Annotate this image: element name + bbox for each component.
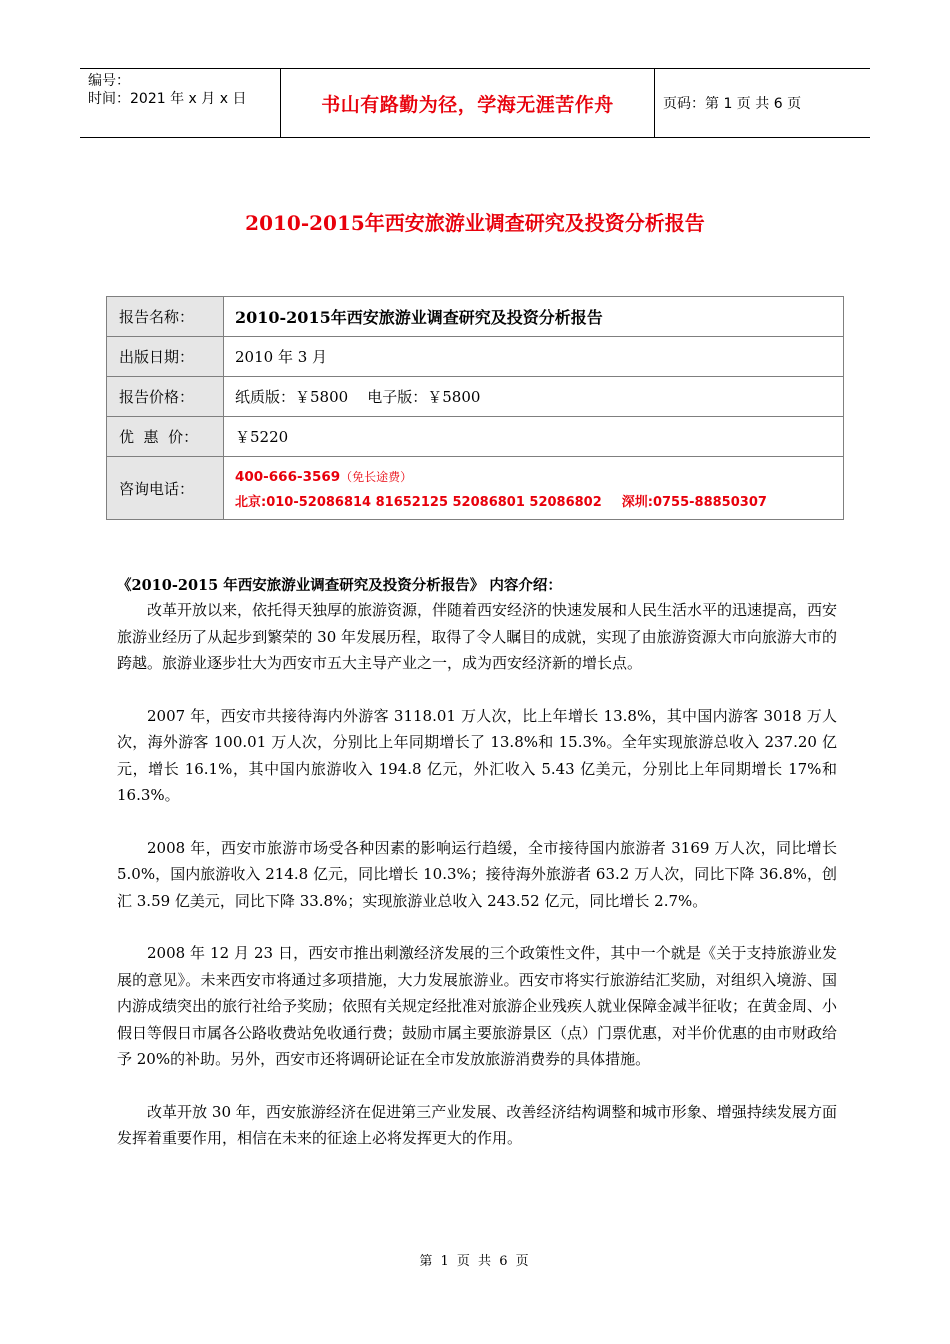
report-name-value: 2010-2015年西安旅游业调查研究及投资分析报告 (224, 297, 844, 337)
body-text (117, 597, 837, 1178)
price-label: 报告价格： (107, 377, 224, 417)
header-motto: 书山有路勤为径，学海无涯苦作舟 (281, 69, 655, 137)
report-name-label: 报告名称： (107, 297, 224, 337)
paragraph: 2008 年，西安市旅游市场受各种因素的影响运行趋缓，全市接待国内旅游者 3169 万人次，同比增长 5.0%，国内旅游收入 214.8 亿元，同比增长 10.3%；接待海外旅游者 63.2 万人次，同比下降 36.8%，创汇 3.59 亿美元，同比下降 33.8%；实现旅游业总收入 243.52 亿元，同比增长 2.7%。 (117, 838, 837, 910)
intro-heading: 《2010-2015 年西安旅游业调查研究及投资分析报告》 内容介绍： (117, 577, 562, 594)
page-footer: 第 1 页 共 6 页 (419, 1254, 531, 1269)
table-row (107, 337, 844, 377)
price-value: 纸质版：￥5800 电子版：￥5800 (224, 377, 844, 417)
table-row (107, 417, 844, 457)
paragraph: 2007 年，西安市共接待海内外游客 3118.01 万人次，比上年增长 13.8%，其中国内游客 3018 万人次，海外游客 100.01 万人次，分别比上年同期增长了 13.8%和 15.3%。全年实现旅游总收入 237.20 亿元，增长 16.1%，其中国内旅游收入 194.8 亿元，外汇收入 5.43 亿美元，分别比上年同期增长 17%和 16.3%。 (117, 706, 837, 804)
table-row (107, 377, 844, 417)
phone-label: 咨询电话： (107, 457, 224, 520)
publish-date-label: 出版日期： (107, 337, 224, 377)
report-info-table (106, 296, 844, 520)
header-meta (80, 69, 281, 137)
page-header (80, 68, 870, 138)
discount-value: ￥5220 (224, 417, 844, 457)
publish-date-value: 2010 年 3 月 (224, 337, 844, 377)
table-row (107, 297, 844, 337)
discount-label: 优 惠 价： (107, 417, 224, 457)
document-title: 2010-2015年西安旅游业调查研究及投资分析报告 (245, 211, 705, 235)
phone-note: （免长途费） (340, 469, 413, 484)
number-label: 编号： (88, 73, 130, 89)
phone-beijing: 北京:010-52086814 81652125 52086801 52086802 (235, 494, 602, 510)
table-row (107, 457, 844, 520)
phone-shenzhen: 深圳:0755-88850307 (621, 494, 767, 510)
phone-value (224, 457, 844, 520)
paragraph: 2008 年 12 月 23 日，西安市推出刺激经济发展的三个政策性文件，其中一个就是《关于支持旅游业发展的意见》。未来西安市将通过多项措施，大力发展旅游业。西安市将实行旅游结汇奖励，对组织入境游、国内游成绩突出的旅行社给予奖励；依照有关规定经批准对旅游企业残疾人就业保障金减半征收；在黄金周、小假日等假日市属各公路收费站免收通行费；鼓励市属主要旅游景区（点）门票优惠，对半价优惠的由市财政给予 20%的补助。另外，西安市还将调研论证在全市发放旅游消费券的具体措施。 (117, 944, 838, 1068)
time-label: 时间：2021 年 x 月 x 日 (88, 91, 247, 107)
phone-main: 400-666-3569 (235, 468, 341, 485)
paragraph: 改革开放 30 年，西安旅游经济在促进第三产业发展、改善经济结构调整和城市形象、增强持续发展方面发挥着重要作用，相信在未来的征途上必将发挥更大的作用。 (117, 1102, 837, 1147)
header-page-info: 页码：第 1 页 共 6 页 (663, 96, 802, 112)
paragraph: 改革开放以来，依托得天独厚的旅游资源，伴随着西安经济的快速发展和人民生活水平的迅速提高，西安旅游业经历了从起步到繁荣的 30 年发展历程，取得了令人瞩目的成就，实现了由旅游资源大市向旅游大市的跨越。旅游业逐步壮大为西安市五大主导产业之一，成为西安经济新的增长点。 (117, 601, 838, 672)
